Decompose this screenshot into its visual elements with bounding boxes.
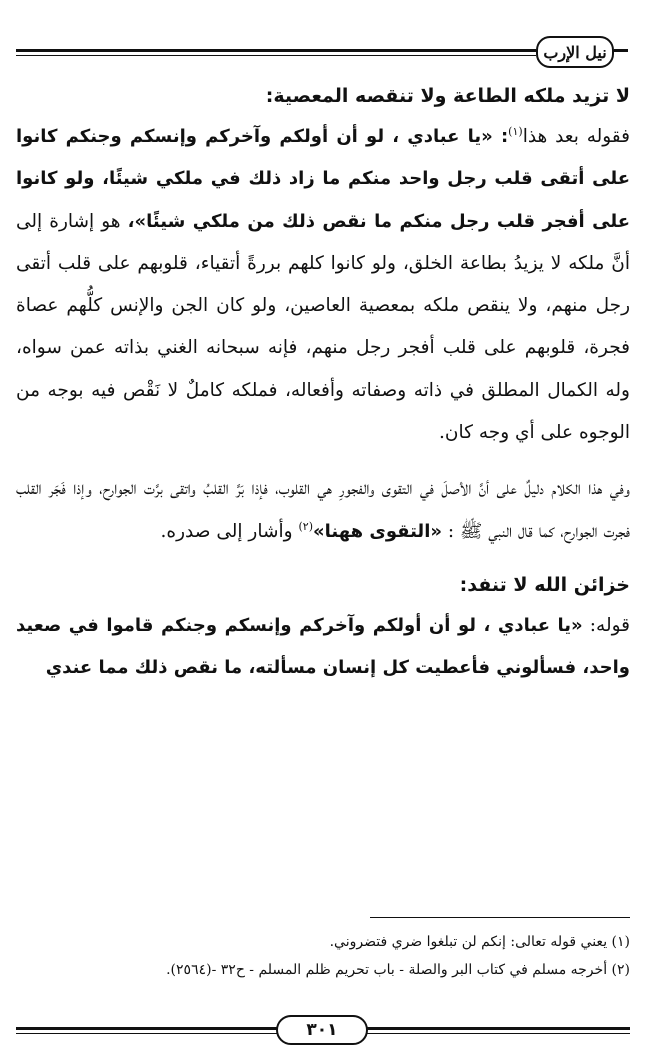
paragraph-3-intro: قوله: — [582, 614, 630, 636]
paragraph-3 — [16, 605, 630, 690]
paragraph-2 — [16, 468, 630, 553]
paragraph-1-intro: فقوله بعد هذا — [522, 126, 631, 147]
footnote-2: (٢) أخرجه مسلم في كتاب البر والصلة - باب تحريم ظلم المسلم - ح٣٢ -(٢٥٦٤). — [166, 962, 630, 978]
paragraph-gap — [16, 454, 630, 468]
main-text — [16, 82, 630, 690]
hadith-quote-3: «يا عبادي ، لو أن أولكم وآخركم وإنسكم وجنكم قاموا في صعيد واحد، فسألوني فأعطيت كل إنسان مسألته، ما نقص ذلك مما عندي — [16, 614, 630, 679]
footnote-1: (١) يعني قوله تعالى: إنكم لن تبلغوا ضري فتضروني. — [329, 934, 630, 950]
hadith-quote-1: : «يا عبادي ، لو أن أولكم وآخركم وإنسكم وجنكم كانوا على أتقى قلب رجل واحد منكم ما زاد ذلك في ملكي شيئًا، ولو كانوا على أفجر قلب رجل منكم ما نقص ذلك من ملكي شيئًا»، — [16, 126, 630, 232]
footnote-separator — [370, 917, 630, 918]
page-number: ٣٠١ — [276, 1015, 368, 1045]
header-rule-tail — [614, 49, 628, 52]
hadith-quote-2: «التقوى ههنا» — [312, 520, 442, 542]
running-head-title: نيل الإرب — [536, 36, 614, 68]
paragraph-1-body: هو إشارة إلى أنَّ ملكه لا يزيدُ بطاعة الخلق، ولو كانوا كلهم بررةً أتقياء، قلوبهم على قلب أتقى رجل منهم، ولا ينقص ملكه بمعصية العاصين، ولو كان الجن والإنس كلُّهم عصاة فجرة، قلوبهم على قلب أفجر رجل منهم، فإنه سبحانه الغني بذاته عمن سواه، وله الكمال المطلق في ذاته وصفاته وأفعاله، فملكه كاملٌ لا نَقْص فيه بوجه من الوجوه على أي وجه كان. — [16, 210, 630, 444]
footnotes — [16, 928, 630, 984]
paragraph-1 — [16, 116, 630, 454]
paragraph-2-text: وفي هذا الكلام دليلٌ على أنَّ الأصلَ في التقوى والفجورِ هي القلوب، فإذا بَرَّ القلبُ واتقى برَّت الجوارح، وإذا فَجَر القلب فجرت الجوارح، كما قال النبي ﷺ : — [16, 478, 630, 542]
section-heading-2: خزائن الله لا تنفد: — [459, 573, 630, 596]
header-rule — [16, 49, 536, 52]
footnote-ref-2[interactable]: (٢) — [298, 519, 313, 533]
header-rule-thin — [16, 55, 536, 56]
section-heading-1: لا تزيد ملكه الطاعة ولا تنقصه المعصية: — [265, 85, 630, 107]
paragraph-2-end: وأشار إلى صدره. — [160, 520, 299, 542]
footnote-ref-1[interactable]: (١) — [508, 124, 523, 138]
